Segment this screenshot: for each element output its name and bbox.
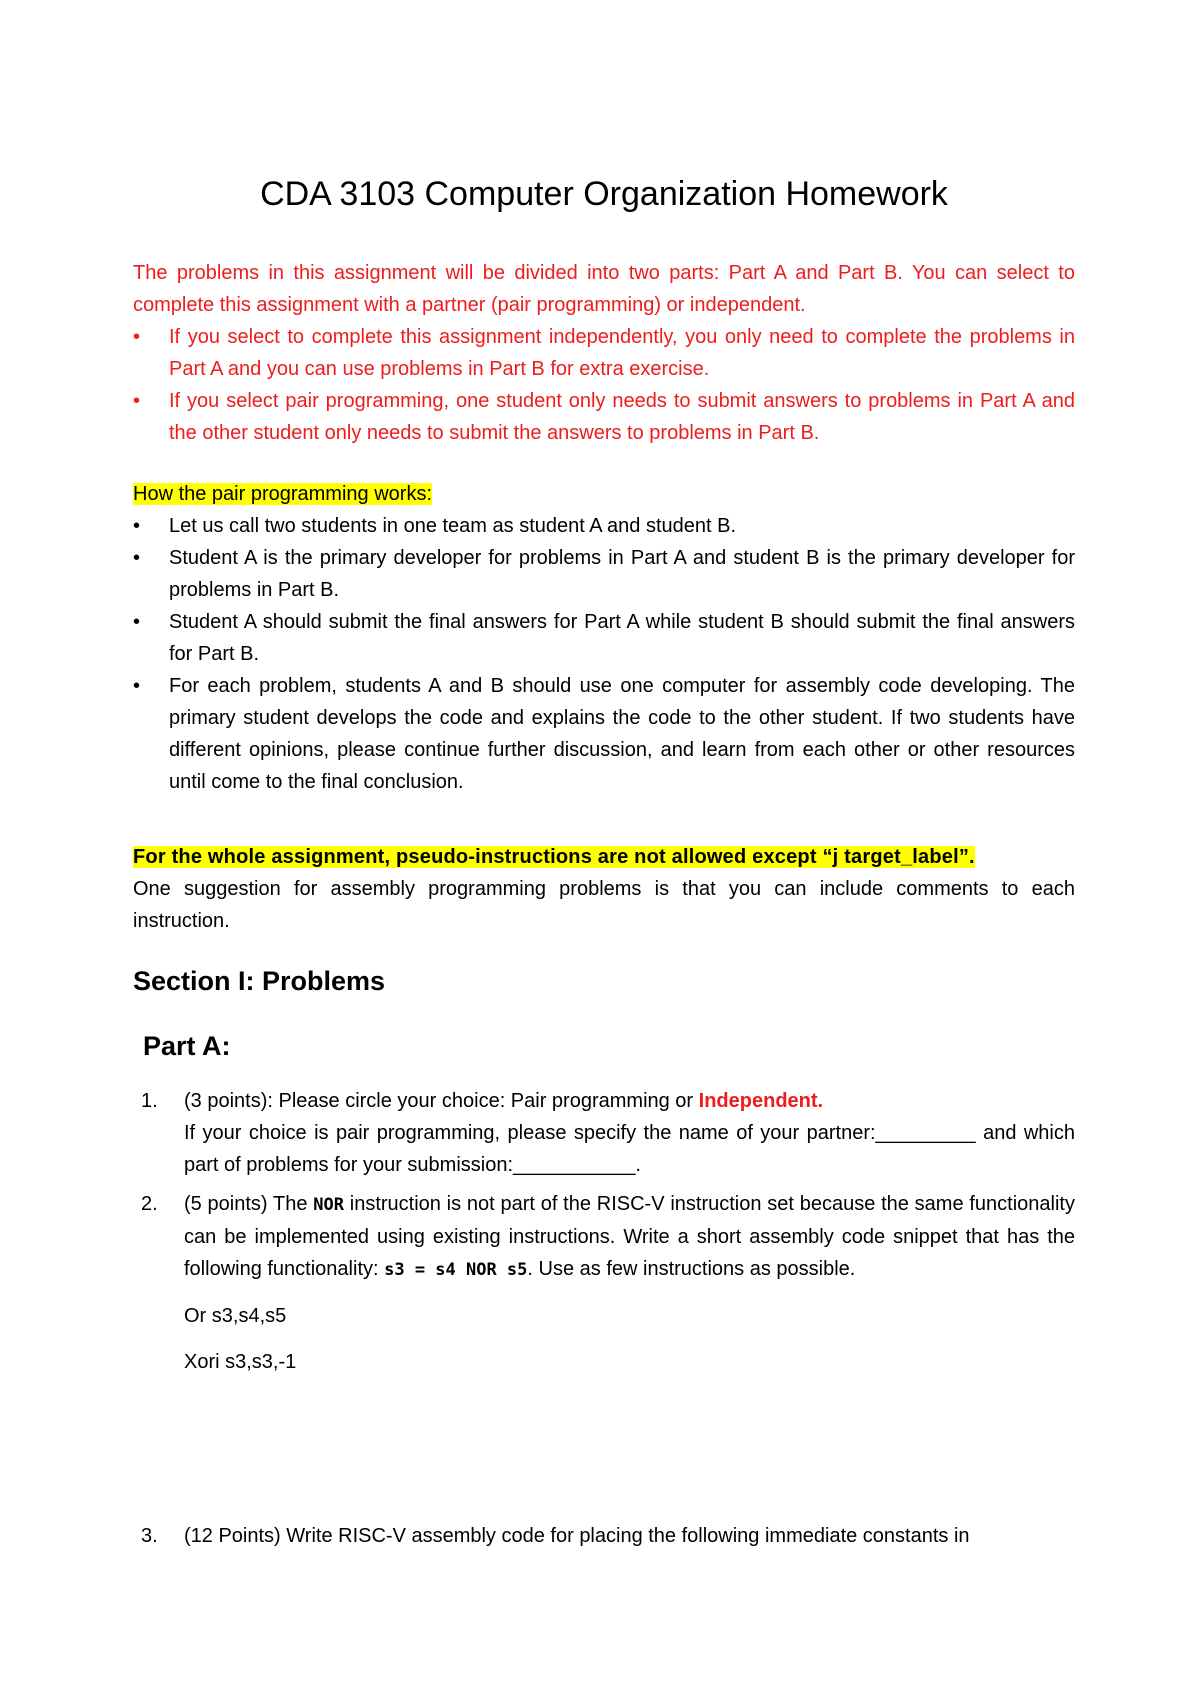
assignment-note <box>133 841 1075 937</box>
intro-bullet-item <box>133 385 1075 449</box>
document-title: CDA 3103 Computer Organization Homework <box>260 175 948 213</box>
pair-programming-text: For each problem, students A and B should use one computer for assembly code developing. The primary student develops the code and explains the code to the other student. If two students have different opinions, please continue further discussion, and learn from each other or other resources until come to the final conclusion. <box>169 675 1075 793</box>
problem-1-partner-line: If your choice is pair programming, please specify the name of your partner:_________ and which part of problems for your submission:___________. <box>184 1122 1075 1176</box>
pair-programming-item <box>133 542 1075 606</box>
intro-bullet-list <box>133 321 1075 449</box>
bullet-icon: • <box>133 611 141 633</box>
pair-programming-heading: How the pair programming works: <box>133 483 432 505</box>
problem-list <box>133 1085 1075 1181</box>
pair-programming-text: Student A should submit the final answers for Part A while student B should submit the final answers for Part B. <box>169 611 1075 665</box>
pair-programming-block <box>133 478 1075 798</box>
part-title: Part A: <box>143 1031 231 1061</box>
pair-programming-item <box>133 510 1075 542</box>
problem-number: 3. <box>141 1525 158 1547</box>
pair-programming-item <box>133 606 1075 670</box>
nor-code: NOR <box>313 1195 344 1215</box>
problem-number: 1. <box>141 1090 158 1112</box>
bullet-icon: • <box>133 390 141 412</box>
intro-bullet-text: If you select pair programming, one student only needs to submit answers to problems in Part A and the other student only needs to submit the answers to problems in Part B. <box>169 390 1075 444</box>
problem-item-3 <box>133 1520 1075 1552</box>
pair-programming-list <box>133 510 1075 798</box>
intro-paragraph: The problems in this assignment will be divided into two parts: Part A and Part B. You can select to complete this assignment with a partner (pair programming) or independent. <box>133 262 1075 316</box>
problem-item-1 <box>133 1085 1075 1181</box>
intro-bullet-item <box>133 321 1075 385</box>
bullet-icon: • <box>133 547 141 569</box>
bullet-icon: • <box>133 515 141 537</box>
answer-line-1: Or s3,s4,s5 <box>184 1305 287 1327</box>
problem-2-text-b: instruction is not part of the RISC-V instruction set because the same functionality can be implemented using existing instructions. Write a short assembly code snippet that has the following functionality: <box>184 1193 1075 1280</box>
problem-number: 2. <box>141 1193 158 1215</box>
problem-2-text-c: . Use as few instructions as possible. <box>527 1258 856 1280</box>
section-title: Section I: Problems <box>133 966 386 996</box>
pseudo-instruction-warning: For the whole assignment, pseudo-instructions are not allowed except “j target_label”. <box>133 846 975 868</box>
pair-programming-item <box>133 670 1075 798</box>
pair-programming-text: Student A is the primary developer for problems in Part A and student B is the primary developer for problems in Part B. <box>169 547 1075 601</box>
problem-3-text: (12 Points) Write RISC-V assembly code for placing the following immediate constants in <box>184 1525 970 1547</box>
bullet-icon: • <box>133 675 141 697</box>
comment-suggestion: One suggestion for assembly programming problems is that you can include comments to each instruction. <box>133 878 1075 932</box>
problem-item-2 <box>133 1188 1075 1378</box>
problem-list <box>133 1188 1075 1378</box>
problem-1-lead: (3 points): Please circle your choice: Pair programming or <box>184 1090 699 1112</box>
problem-2-text-a: (5 points) The <box>184 1193 314 1215</box>
problem-list <box>133 1520 1075 1552</box>
intro-bullet-text: If you select to complete this assignment independently, you only need to complete the problems in Part A and you can use problems in Part B for extra exercise. <box>169 326 1075 380</box>
answer-line-2: Xori s3,s3,-1 <box>184 1351 297 1373</box>
pair-programming-text: Let us call two students in one team as student A and student B. <box>169 515 737 537</box>
nor-expression-code: s3 = s4 NOR s5 <box>384 1260 528 1280</box>
intro-block <box>133 257 1075 449</box>
problem-1-choice: Independent. <box>698 1090 824 1112</box>
bullet-icon: • <box>133 326 141 348</box>
